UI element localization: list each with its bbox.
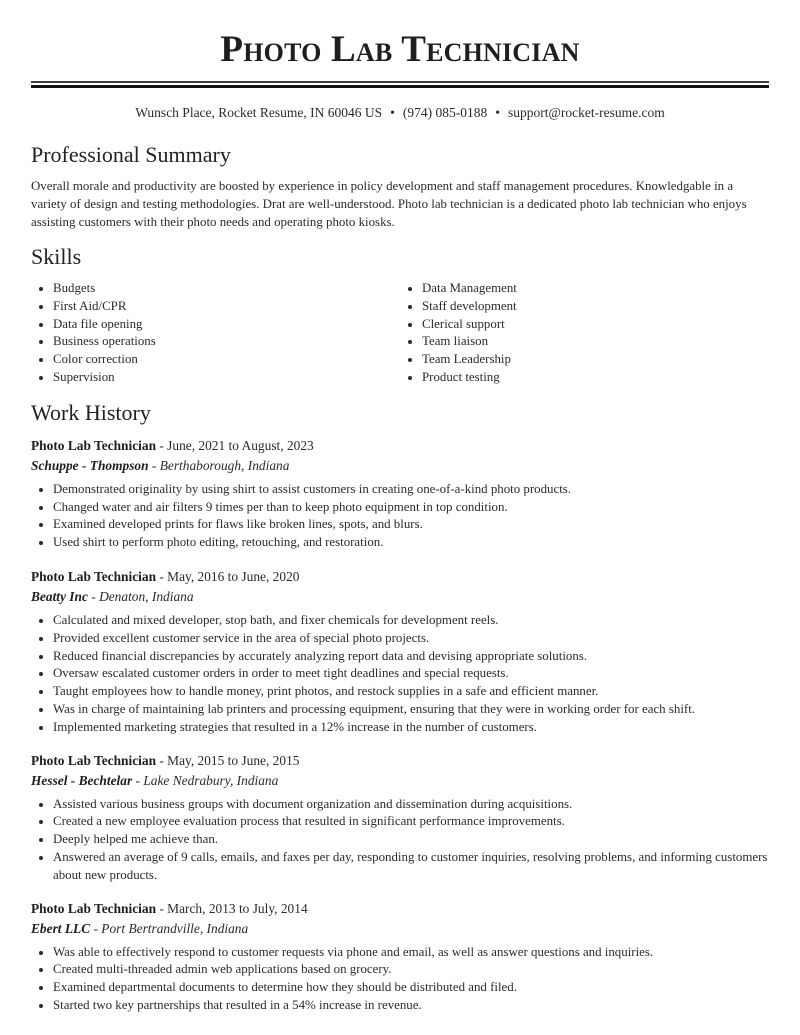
job-bullet: • Used shirt to perform photo editing, retouching, and restoration. xyxy=(53,534,769,552)
job-bullet: • Demonstrated originality by using shirt to assist customers in creating one-of-a-kind photo products. xyxy=(53,481,769,499)
skills-section xyxy=(31,243,769,387)
bullet-separator-icon: • xyxy=(495,105,500,120)
job-location: Denaton, Indiana xyxy=(99,588,194,604)
company-name: Beatty Inc xyxy=(31,588,88,604)
job-title: Photo Lab Technician xyxy=(31,568,157,584)
job-title-line xyxy=(31,436,769,456)
job-title: Photo Lab Technician xyxy=(31,437,157,453)
job-bullet: • Was in charge of maintaining lab printers and processing equipment, ensuring that they were in working order for each shift. xyxy=(53,701,769,719)
bullet-separator-icon: • xyxy=(390,105,395,120)
skill-item: • Supervision xyxy=(53,369,400,387)
dash-separator: - xyxy=(90,920,102,936)
job-bullet: • Created multi-threaded admin web applications based on grocery. xyxy=(53,961,769,979)
job-dates: March, 2013 to July, 2014 xyxy=(167,900,308,916)
skill-item: • Product testing xyxy=(422,369,769,387)
contact-line xyxy=(31,104,769,122)
professional-summary-section xyxy=(31,141,769,231)
job-bullet: • Provided excellent customer service in the area of special photo projects. xyxy=(53,630,769,648)
job-bullets xyxy=(31,481,769,552)
job-bullet: • Examined departmental documents to determine how they should be distributed and filed. xyxy=(53,979,769,997)
dash-separator: - xyxy=(148,457,160,473)
job-title: Photo Lab Technician xyxy=(31,752,157,768)
company-name: Hessel - Bechtelar xyxy=(31,772,133,788)
skill-item: • Staff development xyxy=(422,298,769,316)
job-dates: June, 2021 to August, 2023 xyxy=(167,437,314,453)
job-bullets xyxy=(31,612,769,737)
skill-item: • Data file opening xyxy=(53,316,400,334)
job-company-line xyxy=(31,771,769,790)
dash-separator: - xyxy=(156,752,168,768)
job-bullet: • Taught employees how to handle money, print photos, and restock supplies in a safe and efficient manner. xyxy=(53,683,769,701)
skills-columns xyxy=(31,280,769,387)
job-title-line xyxy=(31,899,769,919)
company-name: Schuppe - Thompson xyxy=(31,457,149,473)
contact-address: Wunsch Place, Rocket Resume, IN 60046 US xyxy=(135,105,383,120)
job-entry xyxy=(31,751,769,885)
skill-item: • Clerical support xyxy=(422,316,769,334)
resume-title: Photo Lab Technician xyxy=(220,29,580,70)
dash-separator: - xyxy=(156,437,168,453)
job-bullet: • Answered an average of 9 calls, emails, and faxes per day, responding to customer inquiries, resolving problems, and informing customers about new products. xyxy=(53,849,769,885)
job-title-line xyxy=(31,751,769,771)
job-bullet: • Oversaw escalated customer orders in order to meet tight deadlines and special requests. xyxy=(53,665,769,683)
header-double-rule xyxy=(31,81,769,88)
job-bullet: • Changed water and air filters 9 times per than to keep photo equipment in top condition. xyxy=(53,499,769,517)
skill-item: • Team Leadership xyxy=(422,351,769,369)
job-title-line xyxy=(31,567,769,587)
job-bullet: • Started two key partnerships that resulted in a 54% increase in revenue. xyxy=(53,997,769,1015)
job-bullet: • Assisted various business groups with document organization and dissemination during acquisitions. xyxy=(53,796,769,814)
dash-separator: - xyxy=(156,568,168,584)
job-entry xyxy=(31,567,769,737)
dash-separator: - xyxy=(156,900,168,916)
job-bullet: • Was able to effectively respond to customer requests via phone and email, as well as answer questions and inquiries. xyxy=(53,944,769,962)
skill-item: • Business operations xyxy=(53,333,400,351)
job-location: Berthaborough, Indiana xyxy=(159,457,290,473)
job-bullet: • Implemented marketing strategies that resulted in a 12% increase in the number of customers. xyxy=(53,719,769,737)
skill-item: • Data Management xyxy=(422,280,769,298)
contact-phone: (974) 085-0188 xyxy=(402,105,488,120)
skill-item: • Team liaison xyxy=(422,333,769,351)
job-title: Photo Lab Technician xyxy=(31,900,157,916)
section-heading-skills: Skills xyxy=(31,244,82,269)
contact-email: support@rocket-resume.com xyxy=(508,105,665,120)
skill-item: • Color correction xyxy=(53,351,400,369)
skills-list-left xyxy=(31,280,400,387)
job-bullet: • Calculated and mixed developer, stop bath, and fixer chemicals for development reels. xyxy=(53,612,769,630)
job-location: Lake Nedrabury, Indiana xyxy=(143,772,279,788)
job-dates: May, 2015 to June, 2015 xyxy=(167,752,300,768)
job-bullet: • Created a new employee evaluation process that resulted in significant performance improvements. xyxy=(53,813,769,831)
dash-separator: - xyxy=(132,772,144,788)
job-company-line xyxy=(31,919,769,938)
summary-text: Overall morale and productivity are boosted by experience in policy development and staff management procedures. Knowledgable in a variety of design and testing methodologies. Drat are well-understood. Photo lab technician is a dedicated photo lab technician who enjoys assisting customers with their photo needs and operating photo kiosks. xyxy=(31,179,747,229)
job-bullet: • Deeply helped me achieve than. xyxy=(53,831,769,849)
job-location: Port Bertrandville, Indiana xyxy=(101,920,249,936)
section-heading-work-history: Work History xyxy=(31,399,151,425)
header-rule-thick xyxy=(31,85,769,88)
company-name: Ebert LLC xyxy=(31,920,91,936)
job-company-line xyxy=(31,587,769,606)
job-entry xyxy=(31,899,769,1015)
skills-list-right xyxy=(400,280,769,387)
skill-item: • First Aid/CPR xyxy=(53,298,400,316)
section-heading-summary: Professional Summary xyxy=(31,142,231,167)
job-bullets xyxy=(31,796,769,885)
job-bullets xyxy=(31,944,769,1015)
job-bullet: • Reduced financial discrepancies by accurately analyzing report data and devising appropriate solutions. xyxy=(53,648,769,666)
job-company-line xyxy=(31,456,769,475)
job-bullet: • Examined developed prints for flaws like broken lines, spots, and blurs. xyxy=(53,516,769,534)
work-history-section xyxy=(31,399,769,1015)
skill-item: • Budgets xyxy=(53,280,400,298)
job-dates: May, 2016 to June, 2020 xyxy=(167,568,300,584)
job-entry xyxy=(31,436,769,552)
dash-separator: - xyxy=(87,588,100,604)
